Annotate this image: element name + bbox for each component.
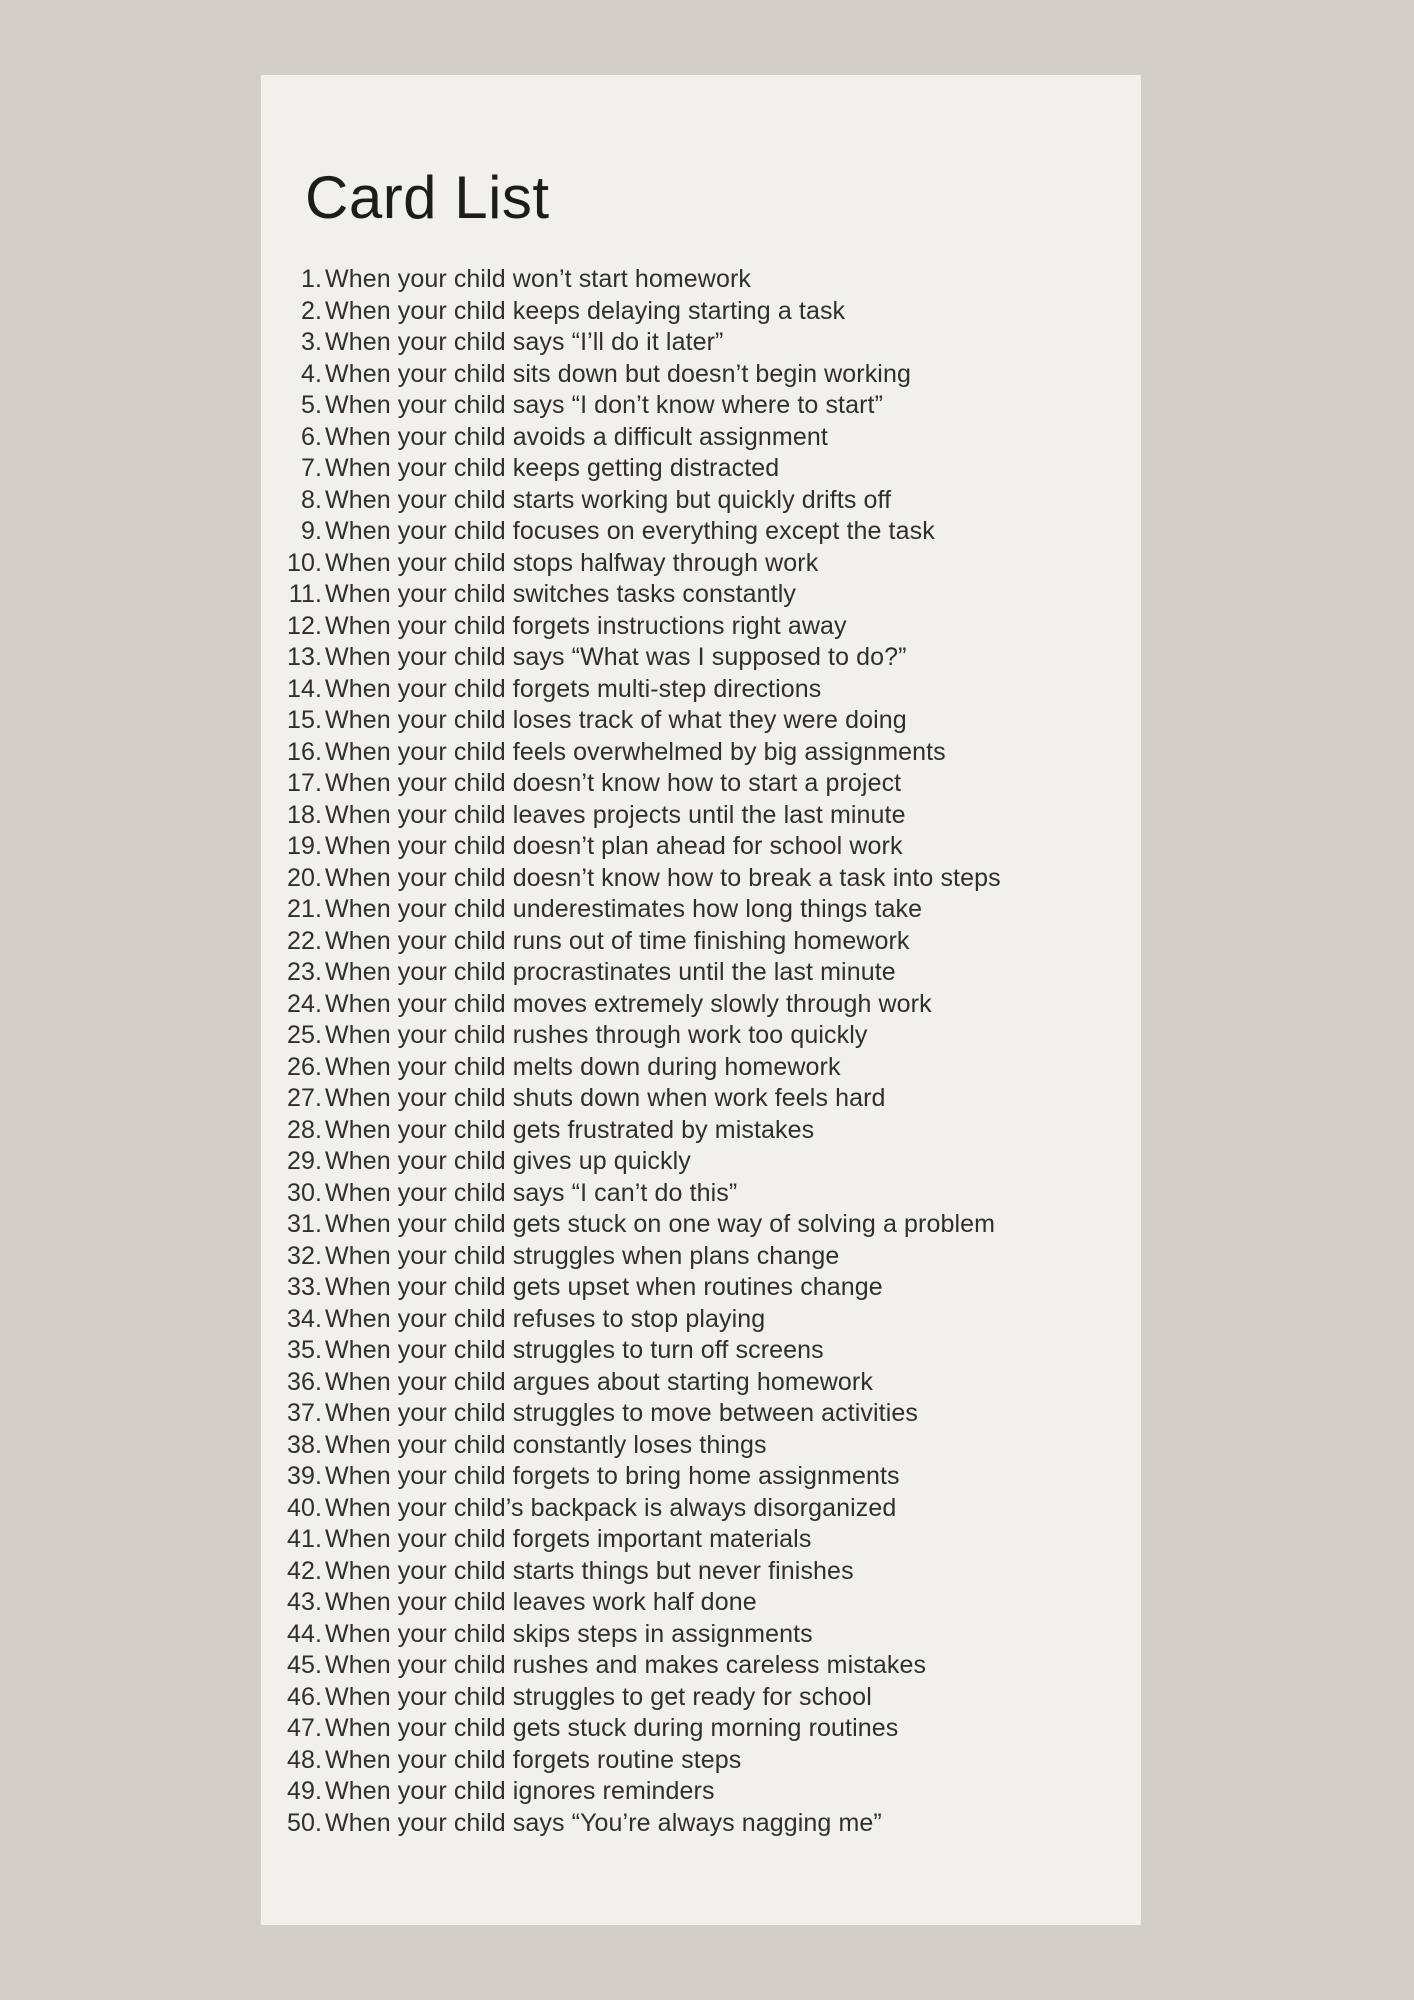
card-list-item: When your child forgets routine steps: [325, 1745, 742, 1774]
card-list-item: When your child avoids a difficult assignment: [325, 422, 828, 451]
card-list-item: When your child argues about starting homework: [325, 1367, 873, 1396]
card-list-item: When your child forgets important materials: [325, 1525, 812, 1553]
card-list-item: When your child says “I don’t know where to start”: [325, 391, 884, 419]
card-list-item: When your child leaves projects until the last minute: [325, 800, 906, 829]
card-list-item: When your child shuts down when work feels hard: [325, 1084, 886, 1112]
card-list-item: When your child says “What was I supposed to do?”: [325, 643, 907, 671]
card-list-item: When your child says “You’re always nagging me”: [325, 1808, 882, 1837]
card-list-item: When your child keeps delaying starting a task: [325, 296, 846, 325]
card-list-item: When your child doesn’t know how to break a task into steps: [325, 863, 1001, 892]
card-list: [261, 264, 1141, 1839]
card-list-item: When your child keeps getting distracted: [325, 454, 780, 482]
card-list-item: When your child gets stuck during morning routines: [325, 1714, 899, 1742]
card-list-item: When your child leaves work half done: [325, 1588, 757, 1616]
card-list-item: When your child doesn’t plan ahead for school work: [325, 832, 903, 860]
document-panel: [261, 75, 1141, 1925]
card-list-item: When your child forgets instructions right away: [325, 611, 847, 640]
page-title: Card List: [305, 164, 550, 231]
card-list-item: When your child underestimates how long things take: [325, 895, 923, 923]
card-list-item: When your child runs out of time finishing homework: [325, 926, 910, 955]
card-list-item: When your child procrastinates until the last minute: [325, 958, 896, 986]
card-list-item: When your child struggles when plans change: [325, 1241, 840, 1270]
card-list-item: When your child loses track of what they were doing: [325, 706, 907, 734]
card-list-item: When your child switches tasks constantly: [325, 580, 796, 608]
card-list-item: When your child gets upset when routines change: [325, 1273, 883, 1301]
card-list-item: When your child constantly loses things: [325, 1430, 767, 1459]
card-list-item: When your child stops halfway through work: [325, 548, 819, 577]
card-list-item: When your child starts working but quickly drifts off: [325, 485, 892, 514]
card-list-item: When your child forgets to bring home assignments: [325, 1462, 900, 1490]
card-list-item: When your child feels overwhelmed by big assignments: [325, 737, 946, 766]
card-list-item: When your child ignores reminders: [325, 1777, 715, 1805]
card-list-item: When your child doesn’t know how to start a project: [325, 769, 902, 797]
card-list-item: When your child struggles to get ready for school: [325, 1682, 872, 1711]
card-list-item: When your child gets stuck on one way of solving a problem: [325, 1210, 996, 1238]
card-list-item: When your child starts things but never finishes: [325, 1556, 854, 1585]
card-list-item: When your child melts down during homework: [325, 1052, 841, 1081]
card-list-item: When your child struggles to move between activities: [325, 1399, 918, 1427]
card-list-item: When your child skips steps in assignments: [325, 1619, 813, 1648]
card-list-item: When your child struggles to turn off screens: [325, 1336, 824, 1364]
card-list-item: When your child rushes through work too quickly: [325, 1021, 868, 1049]
card-list-item: When your child won’t start homework: [325, 265, 751, 293]
card-list-item: When your child says “I can’t do this”: [325, 1178, 738, 1207]
card-list-item: When your child refuses to stop playing: [325, 1304, 766, 1333]
card-list-item: When your child’s backpack is always disorganized: [325, 1493, 897, 1522]
card-list-item: When your child forgets multi-step directions: [325, 674, 822, 703]
card-list-item: When your child gives up quickly: [325, 1147, 691, 1175]
card-list-item: When your child gets frustrated by mistakes: [325, 1115, 815, 1144]
card-list-item: When your child rushes and makes careless mistakes: [325, 1651, 927, 1679]
card-list-item: When your child sits down but doesn’t begin working: [325, 359, 911, 388]
card-list-item: When your child focuses on everything except the task: [325, 517, 935, 545]
card-list-item: When your child says “I’ll do it later”: [325, 328, 724, 356]
card-list-item: When your child moves extremely slowly through work: [325, 989, 932, 1018]
